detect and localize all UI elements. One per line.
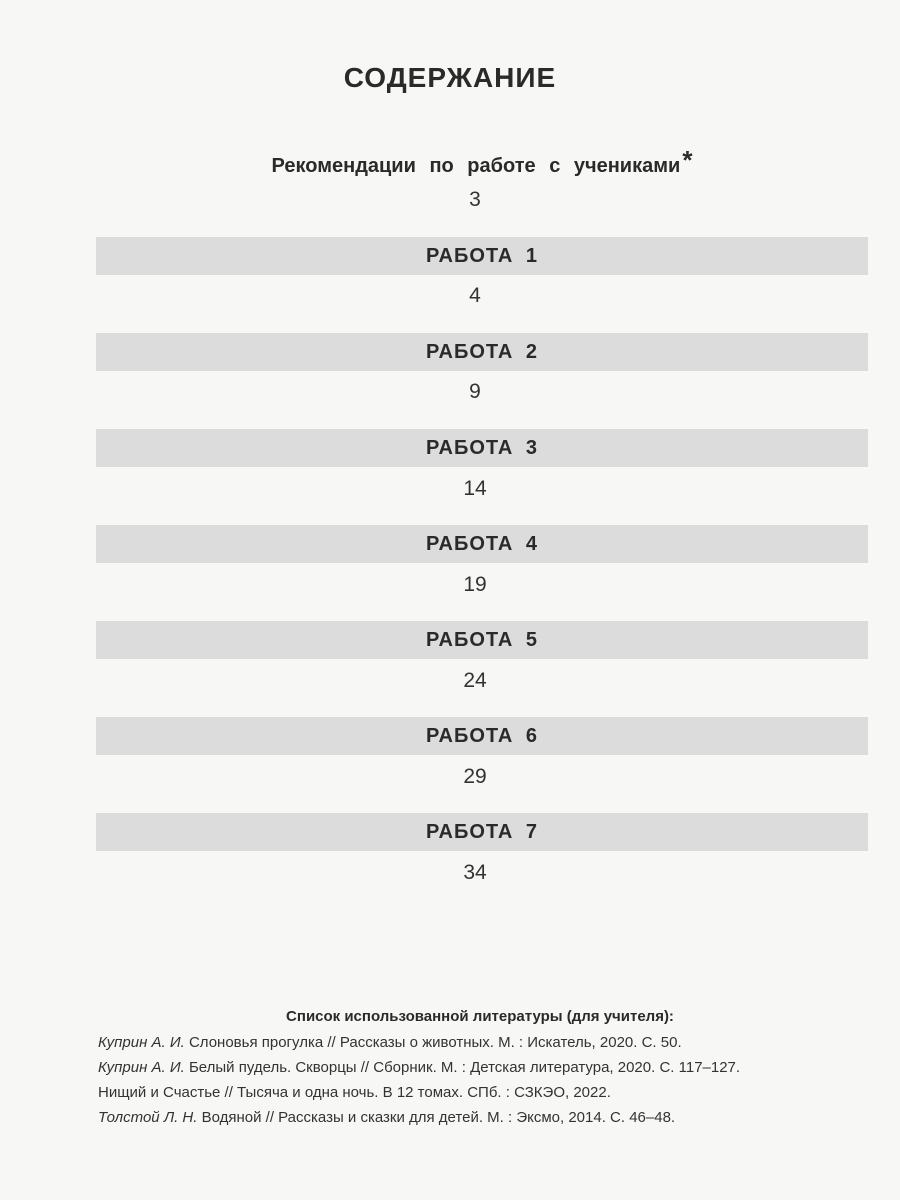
toc-entry-work-5: РАБОТА 5	[96, 621, 868, 659]
reference-author: Куприн А. И.	[98, 1059, 185, 1076]
reference-item	[98, 1034, 682, 1051]
page-title: СОДЕРЖАНИЕ	[343, 62, 557, 93]
reference-text: Нищий и Счастье // Тысяча и одна ночь. В 12 томах. СПб. : СЗКЭО, 2022.	[98, 1084, 611, 1101]
toc-entry-work-4-page: 19	[463, 573, 487, 596]
toc-entry-work-2: РАБОТА 2	[96, 333, 868, 371]
reference-text: Водяной // Рассказы и сказки для детей. М. : Эксмо, 2014. С. 46–48.	[197, 1109, 676, 1126]
references-heading: Список использованной литературы (для учителя):	[286, 1008, 674, 1025]
toc-entry-work-2-page: 9	[469, 380, 481, 403]
toc-entry-intro	[96, 144, 868, 184]
toc-entry-work-5-page: 24	[463, 669, 487, 692]
toc-entry-work-7: РАБОТА 7	[96, 813, 868, 851]
footnote-marker: *	[682, 144, 693, 175]
toc-entry-work-3-page: 14	[463, 477, 487, 500]
reference-author: Куприн А. И.	[98, 1034, 185, 1051]
reference-text: Белый пудель. Скворцы // Сборник. М. : Детская литература, 2020. С. 117–127.	[184, 1059, 741, 1076]
reference-item	[98, 1059, 740, 1076]
reference-author: Толстой Л. Н.	[98, 1109, 198, 1126]
toc-entry-work-6: РАБОТА 6	[96, 717, 868, 755]
toc-entry-intro-page: 3	[469, 188, 481, 211]
reference-item	[98, 1109, 675, 1126]
toc-entry-intro-label: Рекомендации по работе с учениками	[271, 154, 681, 177]
toc-entry-work-7-page: 34	[463, 861, 487, 884]
toc-entry-work-1-page: 4	[469, 284, 481, 307]
toc-entry-work-1: РАБОТА 1	[96, 237, 868, 275]
toc-entry-work-6-page: 29	[463, 765, 487, 788]
reference-text: Слоновья прогулка // Рассказы о животных. М. : Искатель, 2020. С. 50.	[184, 1034, 682, 1051]
toc-entry-work-4: РАБОТА 4	[96, 525, 868, 563]
reference-item	[98, 1084, 611, 1101]
toc-entry-work-3: РАБОТА 3	[96, 429, 868, 467]
